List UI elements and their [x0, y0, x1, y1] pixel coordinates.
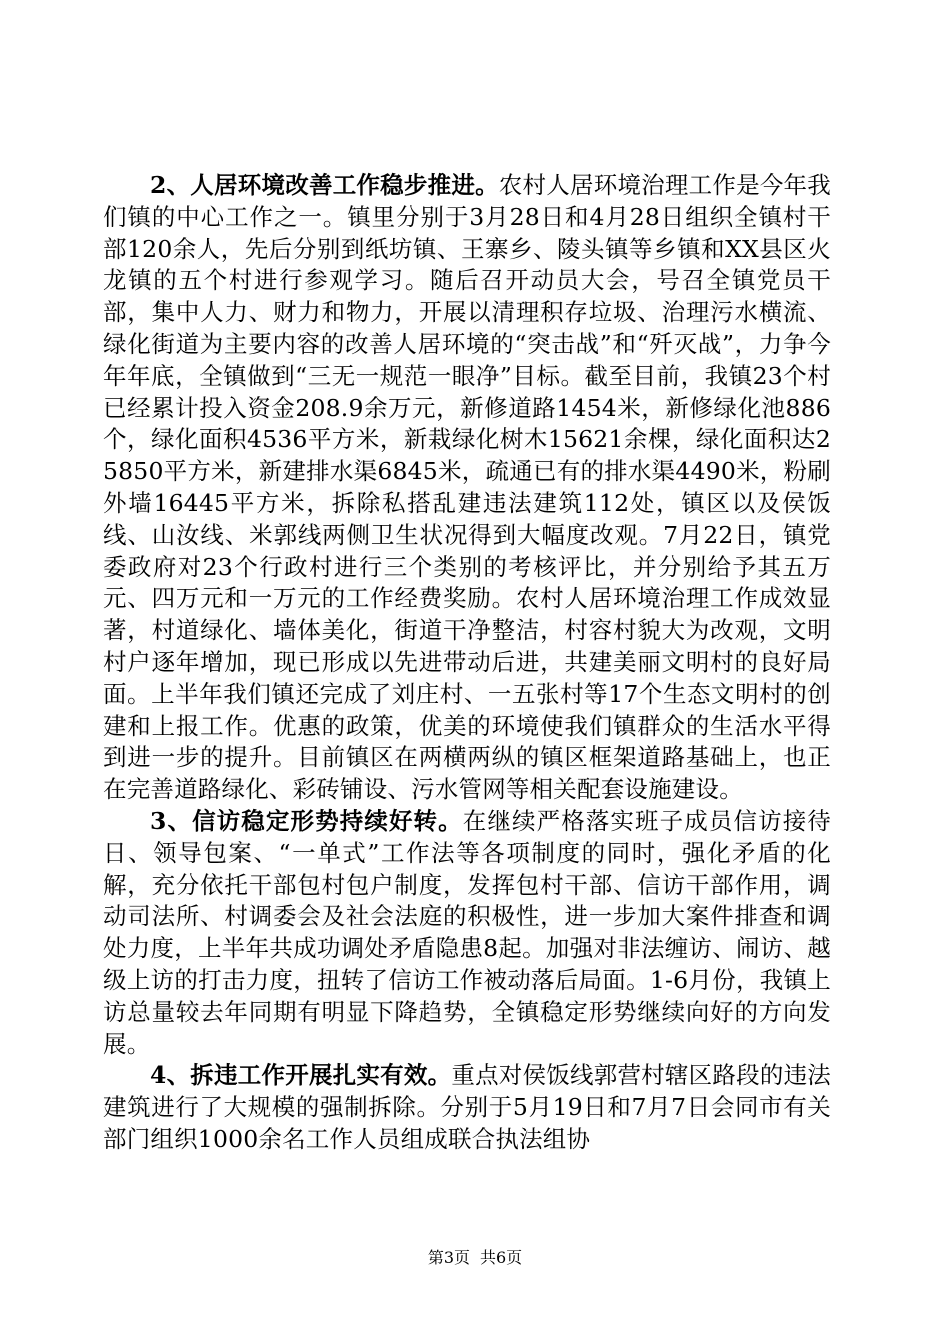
- paragraph-text: 重点对侯饭线郭营村辖区路段的违法建筑进行了大规模的强制拆除。分别于5月19日和7月7日会同市有关部门组织1000余名工作人员组成联合执法组协: [103, 1061, 831, 1153]
- paragraph-heading: 3、信访稳定形势持续好转。: [150, 806, 463, 835]
- page-number: 第3页: [427, 1248, 470, 1267]
- paragraph-heading: 2、人居环境改善工作稳步推进。: [150, 171, 499, 199]
- document-body: [103, 170, 831, 1156]
- paragraph-petition-stability: [103, 806, 831, 1060]
- paragraph-text: 农村人居环境治理工作是今年我们镇的中心工作之一。镇里分别于3月28日和4月28日组织全镇村干部120余人，先后分别到纸坊镇、王寨乡、陵头镇等乡镇和XX县区火龙镇的五个村进行参观学习。随后召开动员大会，号召全镇党员干部，集中人力、财力和物力，开展以清理积存垃圾、治理污水横流、绿化街道为主要内容的改善人居环境的“突击战”和“歼灭战”，力争今年年底，全镇做到“三无一规范一眼净”目标。截至目前，我镇23个村已经累计投入资金208.9余万元，新修道路1454米，新修绿化池886个，绿化面积4536平方米，新栽绿化树木15621余棵，绿化面积达25850平方米，新建排水渠6845米，疏通已有的排水渠4490米，粉刷外墙16445平方米，拆除私搭乱建违法建筑112处，镇区以及侯饭线、山汝线、米郭线两侧卫生状况得到大幅度改观。7月22日，镇党委政府对23个行政村进行三个类别的考核评比，并分别给予其五万元、四万元和一万元的工作经费奖励。农村人居环境治理工作成效显著，村道绿化、墙体美化，街道干净整洁，村容村貌大为改观，文明村户逐年增加，现已形成以先进带动后进，共建美丽文明村的良好局面。上半年我们镇还完成了刘庄村、一五张村等17个生态文明村的创建和上报工作。优惠的政策，优美的环境使我们镇群众的生活水平得到进一步的提升。目前镇区在两横两纵的镇区框架道路基础上，也正在完善道路绿化、彩砖铺设、污水管网等相关配套设施建设。: [103, 171, 831, 804]
- page-total: 共6页: [480, 1248, 523, 1267]
- paragraph-text: 在继续严格落实班子成员信访接待日、领导包案、“一单式”工作法等各项制度的同时，强化矛盾的化解，充分依托干部包村包户制度，发挥包村干部、信访干部作用，调动司法所、村调委会及社会法庭的积极性，进一步加大案件排查和调处力度，上半年共成功调处矛盾隐患8起。加强对非法缠访、闹访、越级上访的打击力度，扭转了信访工作被动落后局面。1-6月份，我镇上访总量较去年同期有明显下降趋势，全镇稳定形势继续向好的方向发展。: [103, 806, 832, 1058]
- page-footer: [0, 1245, 950, 1268]
- paragraph-demolition: [103, 1060, 831, 1155]
- paragraph-living-environment: [103, 170, 831, 806]
- paragraph-heading: 4、拆违工作开展扎实有效。: [150, 1061, 452, 1090]
